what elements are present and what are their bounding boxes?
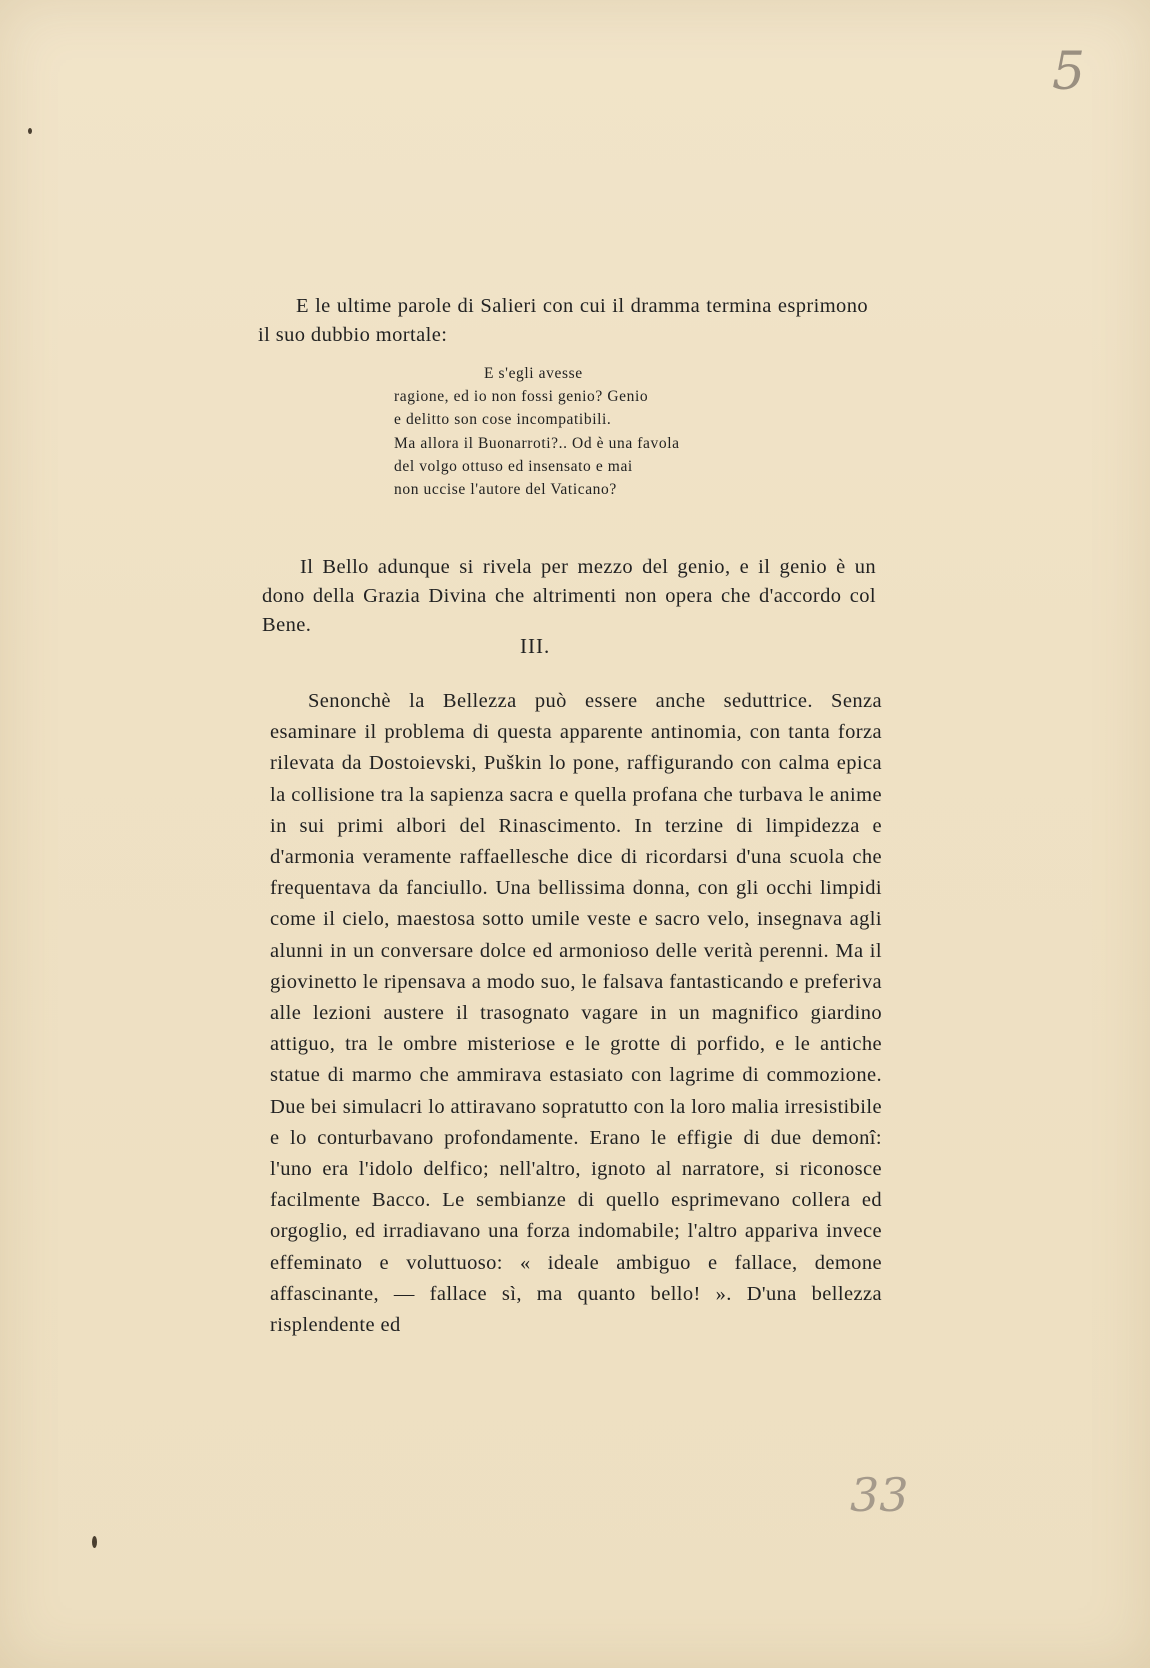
intro-text: E le ultime parole di Salieri con cui il dramma termina esprimono il suo dubbio mortale: [258,295,868,346]
section-heading: III. [520,634,551,658]
ink-speck [92,1536,97,1548]
verse-line: E s'egli avesse [484,365,583,382]
ink-speck [28,128,32,134]
paragraph-after-verse [262,532,876,660]
after-verse-text: Il Bello adunque si rivela per mezzo del genio, e il genio è un dono della Grazia Divina che altrimenti non opera che d'accordo col Bene. [262,555,876,636]
verse-line: Ma allora il Buonarroti?.. Od è una favola [394,434,680,452]
verse-line: ragione, ed io non fossi genio? Genio [394,388,649,406]
intro-paragraph [258,292,868,350]
section-body [270,686,882,1341]
body-paragraph: Senonchè la Bellezza può essere anche seduttrice. Senza esaminare il problema di questa apparente antinomia, con tanta forza rilevata da Dostoievski, Puškin lo pone, raffigurando con calma epica la collisione tra la sapienza sacra e quella profana che turbava le anime in sui primi albori del Rinascimento. In terzine di limpidezza e d'armonia veramente raffaellesche dice di ricordarsi d'una scuola che frequentava da fanciullo. Una bellissima donna, con gli occhi limpidi come il cielo, maestosa sotto umile veste e sacro velo, insegnava agli alunni in un conversare dolce ed armonioso delle verità perenni. Ma il giovinetto le ripensava a modo suo, le falsava fantasticando e preferiva alle lezioni austere il trasognato vagare in un magnifico giardino attiguo, tra le ombre misteriose e le grotte di porfido, e le antiche statue di marmo che ammirava estasiato con lagrime di commozione. Due bei simulacri lo attiravano sopratutto con la loro malia irresistibile e lo conturbavano profondamente. Erano le effigie di due demonî: l'uno era l'idolo delfico; nell'altro, ignoto al narratore, si riconosce facilmente Bacco. Le sembianze di quello esprimevano collera ed orgoglio, ed irradiavano una forza indomabile; l'altro appariva invece effeminato e voluttuoso: « ideale ambiguo e fallace, demone affascinante, — fallace sì, ma quanto bello! ». D'una bellezza risplendente ed [270,690,882,1337]
verse-line: non uccise l'autore del Vaticano? [394,481,617,499]
handwritten-page-number: 5 [1052,42,1086,102]
verse-line: e delitto son cose incompatibili. [394,411,612,429]
verse-quotation [394,362,680,501]
handwritten-folio-number: 33 [850,1468,909,1522]
verse-line: del volgo ottuso ed insensato e mai [394,457,633,475]
